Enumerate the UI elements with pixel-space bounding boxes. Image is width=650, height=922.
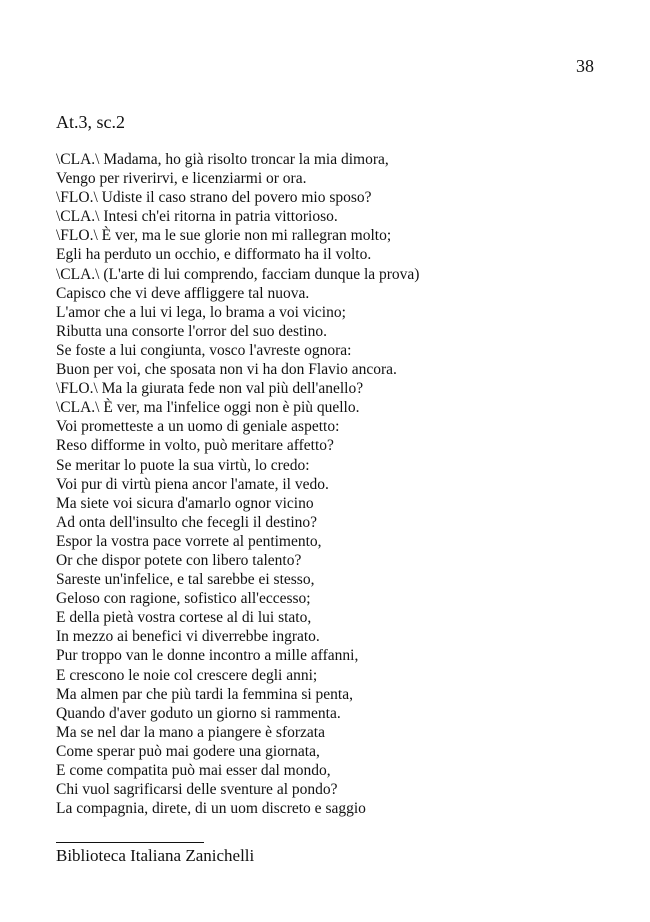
verse-block [56, 150, 616, 818]
verse-line: E come compatita può mai esser dal mondo, [56, 762, 331, 779]
verse-line: Ma almen par che più tardi la femmina si penta, [56, 685, 353, 703]
verse-line: Ma siete voi sicura d'amarlo ognor vicino [56, 494, 314, 512]
section-heading: At.3, sc.2 [56, 112, 125, 132]
verse-line: E crescono le noie col crescere degli anni; [56, 666, 318, 684]
verse-line: Se meritar lo puote la sua virtù, lo credo: [56, 456, 310, 474]
verse-line: Voi prometteste a un uomo di geniale aspetto: [56, 418, 340, 436]
verse-line: Quando d'aver goduto un giorno si rammenta. [56, 704, 341, 722]
verse-line: E della pietà vostra cortese al di lui stato, [56, 609, 312, 627]
verse-line: Espor la vostra pace vorrete al pentimento, [56, 532, 322, 550]
verse-line: Geloso con ragione, sofistico all'eccesso; [56, 590, 311, 608]
verse-line: \CLA.\ Intesi ch'ei ritorna in patria vittorioso. [56, 208, 338, 226]
verse-line: Egli ha perduto un occhio, e difformato ha il volto. [56, 246, 372, 264]
verse-line: Reso difforme in volto, può meritare affetto? [56, 437, 334, 455]
verse-line: \FLO.\ È ver, ma le sue glorie non mi rallegran molto; [56, 227, 392, 245]
footer-divider [56, 842, 204, 843]
verse-line: L'amor che a lui vi lega, lo brama a voi vicino; [56, 303, 346, 321]
verse-line: Voi pur di virtù piena ancor l'amate, il vedo. [56, 475, 329, 493]
verse-line: Buon per voi, che sposata non vi ha don Flavio ancora. [56, 361, 397, 379]
verse-line: \CLA.\ È ver, ma l'infelice oggi non è più quello. [56, 399, 360, 417]
verse-line: Chi vuol sagrificarsi delle sventure al pondo? [56, 781, 338, 799]
verse-line: Ma se nel dar la mano a piangere è sforzata [56, 723, 325, 741]
verse-line: Ributta una consorte l'orror del suo destino. [56, 322, 327, 340]
page-number: 38 [576, 56, 594, 76]
verse-line: Capisco che vi deve affliggere tal nuova. [56, 284, 310, 302]
verse-line: \CLA.\ (L'arte di lui comprendo, facciam dunque la prova) [56, 265, 420, 283]
footer-credit: Biblioteca Italiana Zanichelli [56, 846, 255, 865]
verse-line: Se foste a lui congiunta, vosco l'avreste ognora: [56, 341, 352, 359]
verse-line: Or che dispor potete con libero talento? [56, 551, 302, 569]
verse-line: \FLO.\ Ma la giurata fede non val più dell'anello? [56, 380, 364, 398]
verse-line: In mezzo ai benefici vi diverrebbe ingrato. [56, 628, 320, 646]
verse-line: Sareste un'infelice, e tal sarebbe ei stesso, [56, 571, 315, 589]
verse-line: Come sperar può mai godere una giornata, [56, 742, 320, 760]
verse-line: \FLO.\ Udiste il caso strano del povero mio sposo? [56, 189, 372, 207]
verse-line: \CLA.\ Madama, ho già risolto troncar la mia dimora, [56, 151, 389, 168]
verse-line: Vengo per riverirvi, e licenziarmi or ora. [56, 170, 307, 188]
verse-line: La compagnia, direte, di un uom discreto e saggio [56, 800, 366, 818]
verse-line: Pur troppo van le donne incontro a mille affanni, [56, 647, 359, 665]
verse-line: Ad onta dell'insulto che fecegli il destino? [56, 513, 318, 531]
